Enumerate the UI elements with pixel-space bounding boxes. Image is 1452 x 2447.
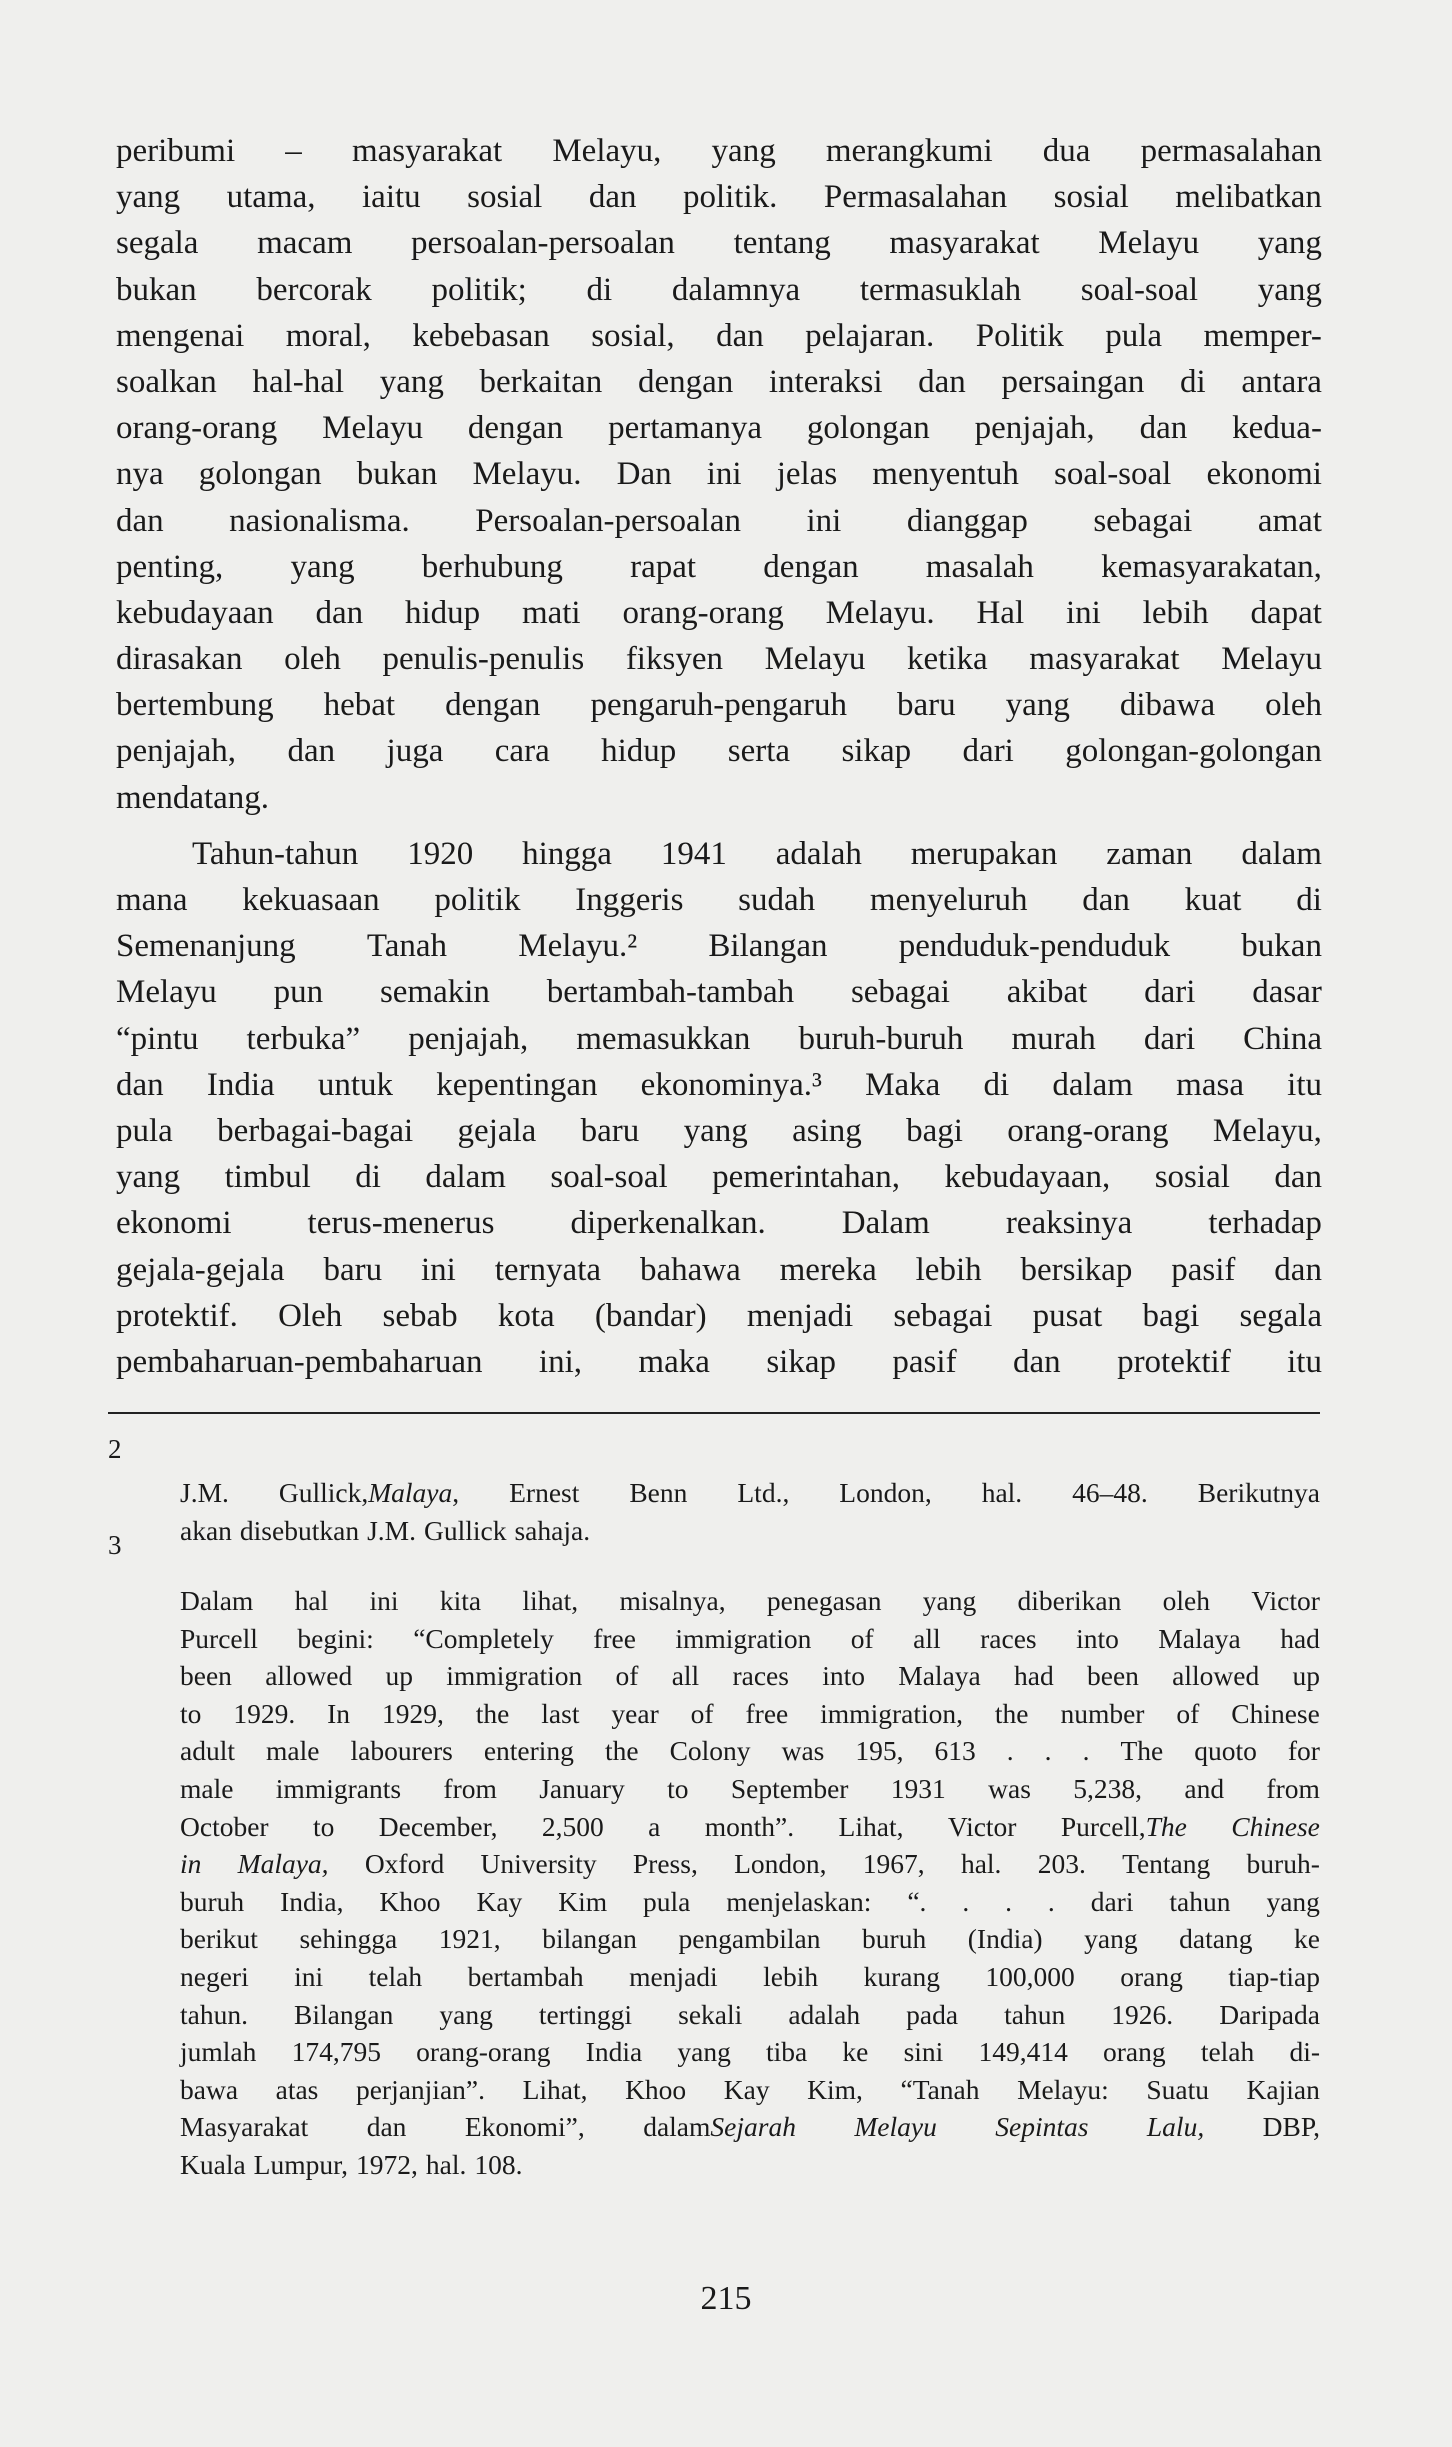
text-line: penjajah, dan juga cara hidup serta sikap dari golongan-golongan — [116, 733, 1322, 770]
text-line: “pintu terbuka” penjajah, memasukkan buruh-buruh murah dari China — [116, 1020, 1322, 1057]
footnote-line: akan disebutkan J.M. Gullick sahaja. — [180, 1514, 591, 1546]
footnote-line: Dalam hal ini kita lihat, misalnya, penegasan yang diberikan oleh Victor — [180, 1585, 1320, 1616]
text-line: bertembung hebat dengan pengaruh-pengaruh baru yang dibawa oleh — [116, 687, 1322, 724]
footnote-line: tahun. Bilangan yang tertinggi sekali adalah pada tahun 1926. Daripada — [180, 1998, 1320, 2030]
text-line: mengenai moral, kebebasan sosial, dan pelajaran. Politik pula memper- — [116, 317, 1322, 354]
footnote-line: male immigrants from January to September 1931 was 5,238, and from — [180, 1772, 1320, 1804]
text-line: soalkan hal-hal yang berkaitan dengan interaksi dan persaingan di antara — [116, 363, 1322, 400]
text-line: nya golongan bukan Melayu. Dan ini jelas menyentuh soal-soal ekonomi — [116, 456, 1322, 493]
text-line: pembaharuan-pembaharuan ini, maka sikap pasif dan protektif itu — [116, 1343, 1322, 1380]
text-line: Semenanjung Tanah Melayu.² Bilangan penduduk-penduduk bukan — [116, 928, 1322, 965]
footnote-body — [180, 1474, 1320, 1549]
text-line: segala macam persoalan-persoalan tentang masyarakat Melayu yang — [116, 225, 1322, 262]
footnote-line: Masyarakat dan Ekonomi”, dalamSejarah Melayu Sepintas Lalu, DBP, — [180, 2111, 1320, 2143]
text-line: protektif. Oleh sebab kota (bandar) menjadi sebagai pusat bagi segala — [116, 1297, 1322, 1334]
footnote-number: 2 — [108, 1434, 122, 1464]
paragraph — [116, 128, 1322, 821]
footnote-line: Kuala Lumpur, 1972, hal. 108. — [180, 2148, 523, 2180]
footnote-line: in Malaya, Oxford University Press, London, 1967, hal. 203. Tentang buruh- — [180, 1848, 1320, 1880]
footnote-line: October to December, 2,500 a month”. Lihat, Victor Purcell,The Chinese — [180, 1810, 1320, 1842]
text-line: yang utama, iaitu sosial dan politik. Permasalahan sosial melibatkan — [116, 179, 1322, 216]
text-line: pula berbagai-bagai gejala baru yang asing bagi orang-orang Melayu, — [116, 1112, 1322, 1149]
text-line: yang timbul di dalam soal-soal pemerintahan, kebudayaan, sosial dan — [116, 1159, 1322, 1196]
text-line: Tahun-tahun 1920 hingga 1941 adalah merupakan zaman dalam — [192, 835, 1322, 872]
text-line: penting, yang berhubung rapat dengan masalah kemasyarakatan, — [116, 548, 1322, 585]
text-line: orang-orang Melayu dengan pertamanya golongan penjajah, dan kedua- — [116, 410, 1322, 447]
text-line: dan India untuk kepentingan ekonominya.³ Maka di dalam masa itu — [116, 1066, 1322, 1103]
text-line: ekonomi terus-menerus diperkenalkan. Dalam reaksinya terhadap — [116, 1205, 1322, 1242]
page-number: 215 — [700, 2280, 752, 2317]
footnote-line: berikut sehingga 1921, bilangan pengambilan buruh (India) yang datang ke — [180, 1923, 1320, 1955]
text-line: dan nasionalisma. Persoalan-persoalan ini dianggap sebagai amat — [116, 502, 1322, 539]
footnote-line: Purcell begini: “Completely free immigration of all races into Malaya had — [180, 1622, 1320, 1654]
footnote-line: jumlah 174,795 orang-orang India yang tiba ke sini 149,414 orang telah di- — [180, 2036, 1320, 2068]
footnote-body — [180, 1582, 1320, 2184]
paragraph — [116, 831, 1322, 1385]
text-line: gejala-gejala baru ini ternyata bahawa mereka lebih bersikap pasif dan — [116, 1251, 1322, 1288]
text-line: Melayu pun semakin bertambah-tambah sebagai akibat dari dasar — [116, 974, 1322, 1011]
body-text — [116, 128, 1322, 1385]
text-line: mendatang. — [116, 779, 270, 816]
footnote-number: 3 — [108, 1530, 122, 1560]
footnote-line: adult male labourers entering the Colony was 195, 613 . . . The quoto for — [180, 1735, 1320, 1767]
footnote-line: J.M. Gullick,Malaya, Ernest Benn Ltd., London, hal. 46–48. Berikutnya — [180, 1477, 1320, 1508]
text-line: kebudayaan dan hidup mati orang-orang Melayu. Hal ini lebih dapat — [116, 594, 1322, 631]
footnote-line: negeri ini telah bertambah menjadi lebih kurang 100,000 orang tiap-tiap — [180, 1960, 1320, 1992]
footnote-line: bawa atas perjanjian”. Lihat, Khoo Kay Kim, “Tanah Melayu: Suatu Kajian — [180, 2073, 1320, 2105]
footnote-line: to 1929. In 1929, the last year of free immigration, the number of Chinese — [180, 1697, 1320, 1729]
text-line: peribumi – masyarakat Melayu, yang merangkumi dua permasalahan — [116, 133, 1322, 169]
text-line: bukan bercorak politik; di dalamnya termasuklah soal-soal yang — [116, 271, 1322, 308]
footnote-line: buruh India, Khoo Kay Kim pula menjelaskan: “. . . . dari tahun yang — [180, 1885, 1320, 1917]
footnote-line: been allowed up immigration of all races into Malaya had been allowed up — [180, 1660, 1320, 1692]
footnote-divider — [108, 1412, 1320, 1414]
text-line: dirasakan oleh penulis-penulis fiksyen Melayu ketika masyarakat Melayu — [116, 641, 1322, 678]
text-line: mana kekuasaan politik Inggeris sudah menyeluruh dan kuat di — [116, 882, 1322, 918]
